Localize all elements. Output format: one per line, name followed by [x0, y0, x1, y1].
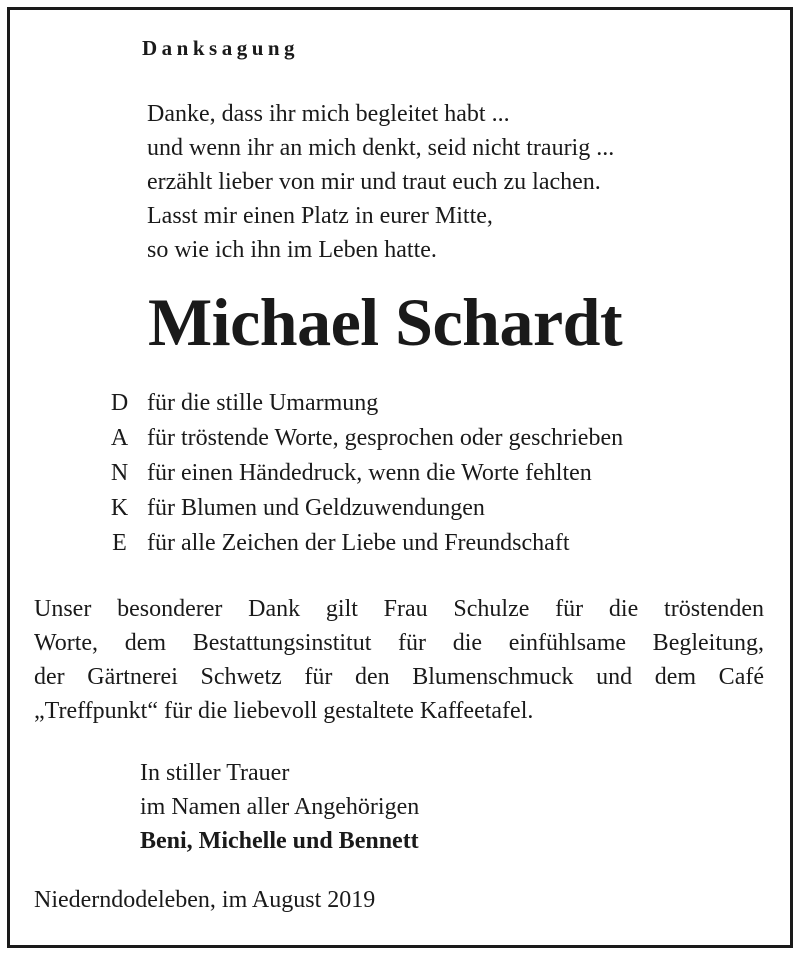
poem-line: Danke, dass ihr mich begleitet habt ... — [147, 101, 510, 127]
acrostic-row — [92, 526, 623, 561]
acrostic-text: für alle Zeichen der Liebe und Freundschaft — [147, 530, 570, 556]
paragraph-line: Unser besonderer Dank gilt Frau Schulze für die tröstenden — [34, 596, 764, 622]
acrostic-letter: N — [110, 460, 129, 486]
poem-line: so wie ich ihn im Leben hatte. — [147, 237, 437, 263]
poem-line: Lasst mir einen Platz in eurer Mitte, — [147, 203, 493, 229]
acrostic-letter: K — [110, 495, 129, 521]
acrostic-row — [92, 421, 623, 456]
poem-line: und wenn ihr an mich denkt, seid nicht traurig ... — [147, 135, 615, 161]
mourner-names: Beni, Michelle und Bennett — [140, 828, 419, 854]
poem-line: erzählt lieber von mir und traut euch zu lachen. — [147, 169, 601, 195]
acrostic-row — [92, 386, 623, 421]
signoff — [140, 756, 419, 858]
deceased-name: Michael Schardt — [148, 284, 623, 360]
acrostic-letter: D — [110, 390, 129, 416]
place-and-date: Niederndodeleben, im August 2019 — [34, 887, 376, 913]
acrostic-text: für einen Händedruck, wenn die Worte fehlten — [147, 460, 592, 486]
signoff-line: im Namen aller Angehörigen — [140, 794, 420, 820]
danke-acrostic — [92, 386, 623, 561]
acrostic-text: für Blumen und Geldzuwendungen — [147, 495, 485, 521]
notice-heading: Danksagung — [142, 36, 300, 60]
poem — [147, 97, 614, 267]
paragraph-line: „Treffpunkt“ für die liebevoll gestaltete Kaffeetafel. — [34, 698, 534, 724]
special-thanks-paragraph — [34, 592, 764, 728]
acrostic-text: für die stille Umarmung — [147, 390, 379, 416]
paragraph-line: Worte, dem Bestattungsinstitut für die einfühlsame Begleitung, — [34, 630, 764, 656]
signoff-line: In stiller Trauer — [140, 760, 290, 786]
acrostic-text: für tröstende Worte, gesprochen oder geschrieben — [147, 425, 624, 451]
acrostic-letter: E — [112, 530, 127, 556]
paragraph-line: der Gärtnerei Schwetz für den Blumenschmuck und dem Café — [34, 664, 764, 690]
acrostic-row — [92, 456, 623, 491]
acrostic-letter: A — [110, 425, 129, 451]
acrostic-row — [92, 491, 623, 526]
